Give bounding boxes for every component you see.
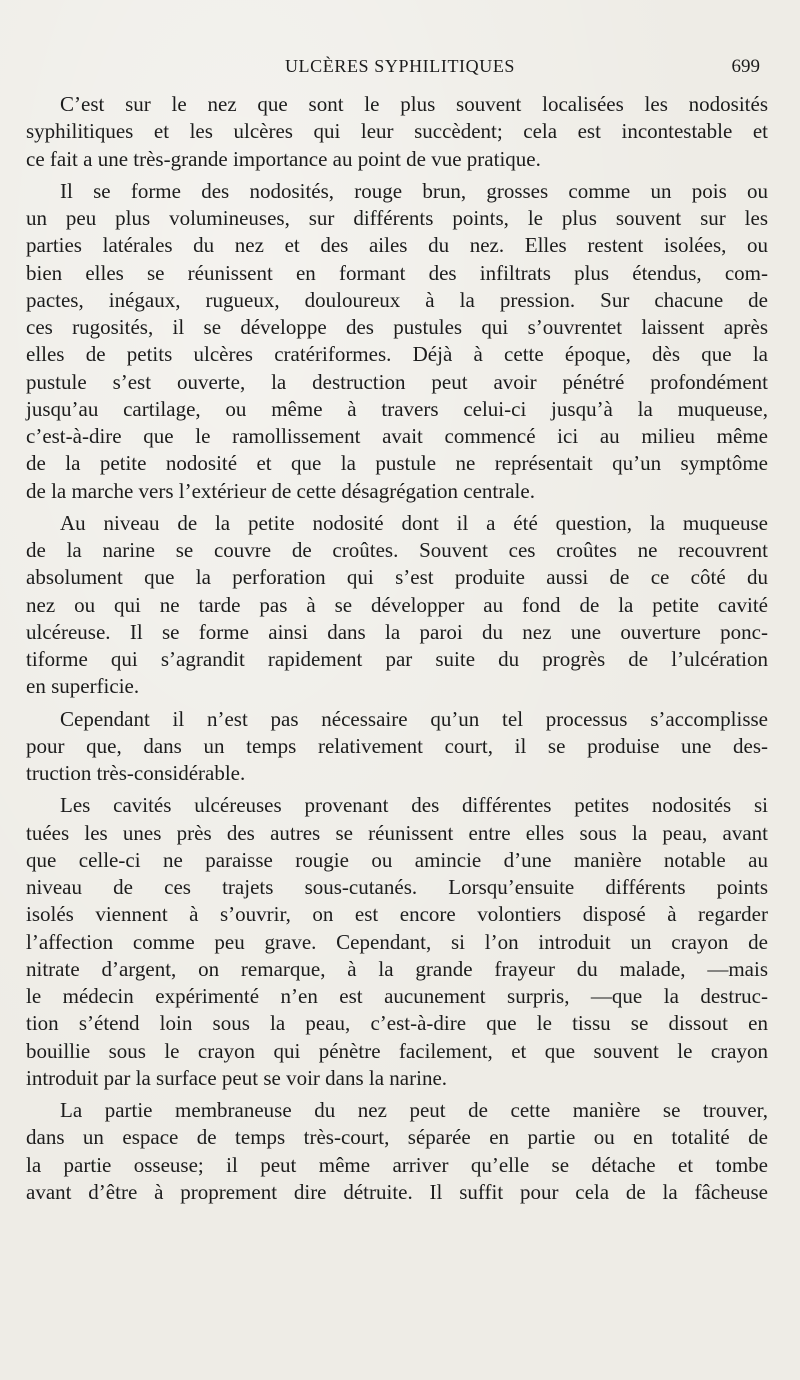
text-line: ulcéreuse. Il se forme ainsi dans la paroi du nez une ouverture ponc- bbox=[26, 619, 768, 644]
text-line: le médecin expérimenté n’en est aucunement surpris, —que la destruc- bbox=[26, 984, 768, 1008]
text-line: dans un espace de temps très-court, séparée en partie ou en totalité de bbox=[26, 1125, 768, 1150]
text-line: que celle-ci ne paraisse rougie ou amincie d’une manière notable au bbox=[26, 847, 768, 872]
text-line: Au niveau de la petite nodosité dont il a été question, la muqueuse bbox=[60, 510, 768, 535]
text-line: Il se forme des nodosités, rouge brun, grosses comme un pois ou bbox=[60, 178, 768, 203]
text-line: truction très-considérable. bbox=[26, 761, 246, 785]
text-line: introduit par la surface peut se voir dans la narine. bbox=[26, 1065, 448, 1090]
paragraph bbox=[26, 510, 768, 701]
text-line: isolés viennent à s’ouvrir, on est encore volontiers disposé à regarder bbox=[26, 902, 768, 927]
text-line: tiforme qui s’agrandit rapidement par suite du progrès de l’ulcération bbox=[26, 647, 768, 671]
running-title: ULCÈRES SYPHILITIQUES bbox=[284, 56, 516, 76]
page-header bbox=[0, 54, 800, 80]
text-line: La partie membraneuse du nez peut de cette manière se trouver, bbox=[60, 1098, 768, 1122]
text-line: bouillie sous le crayon qui pénètre facilement, et que souvent le crayon bbox=[26, 1038, 768, 1063]
text-line: niveau de ces trajets sous-cutanés. Lorsqu’ensuite différents points bbox=[26, 875, 768, 899]
text-line: ce fait a une très-grande importance au point de vue pratique. bbox=[26, 146, 541, 171]
text-line: nitrate d’argent, on remarque, à la grande frayeur du malade, —mais bbox=[26, 956, 768, 981]
text-line: pactes, inégaux, rugueux, douloureux à la pression. Sur chacune de bbox=[26, 287, 768, 312]
body-text bbox=[26, 91, 768, 1211]
paragraph bbox=[26, 706, 768, 788]
text-line: pustule s’est ouverte, la destruction peut avoir pénétré profondément bbox=[26, 369, 768, 394]
text-line: de la marche vers l’extérieur de cette désagrégation centrale. bbox=[26, 478, 535, 503]
text-line: c’est-à-dire que le ramollissement avait commencé ici au milieu même bbox=[26, 424, 768, 448]
text-line: parties latérales du nez et des ailes du nez. Elles restent isolées, ou bbox=[26, 233, 768, 258]
text-line: jusqu’au cartilage, ou même à travers celui-ci jusqu’à la muqueuse, bbox=[26, 396, 768, 421]
text-line: Les cavités ulcéreuses provenant des différentes petites nodosités si bbox=[60, 793, 768, 818]
text-line: ces rugosités, il se développe des pustules qui s’ouvrentet laissent après bbox=[26, 315, 768, 339]
text-line: elles de petits ulcères cratériformes. Déjà à cette époque, dès que la bbox=[26, 342, 768, 367]
text-line: absolument que la perforation qui s’est produite aussi de ce côté du bbox=[26, 565, 768, 590]
text-line: tuées les unes près des autres se réunissent entre elles sous la peau, avant bbox=[26, 820, 768, 845]
text-line: de la narine se couvre de croûtes. Souvent ces croûtes ne recouvrent bbox=[26, 538, 768, 562]
text-line: C’est sur le nez que sont le plus souvent localisées les nodosités bbox=[60, 92, 768, 116]
page-number: 699 bbox=[731, 56, 760, 77]
paragraph bbox=[26, 1097, 768, 1206]
text-line: la partie osseuse; il peut même arriver qu’elle se détache et tombe bbox=[26, 1152, 768, 1177]
text-line: Cependant il n’est pas nécessaire qu’un tel processus s’accomplisse bbox=[60, 706, 768, 731]
text-line: nez ou qui ne tarde pas à se développer au fond de la petite cavité bbox=[26, 592, 768, 617]
text-line: un peu plus volumineuses, sur différents points, le plus souvent sur les bbox=[26, 206, 768, 230]
text-line: l’affection comme peu grave. Cependant, si l’on introduit un crayon de bbox=[26, 929, 768, 954]
text-line: en superficie. bbox=[26, 674, 140, 699]
text-line: syphilitiques et les ulcères qui leur succèdent; cela est incontestable et bbox=[26, 119, 768, 144]
paragraph bbox=[26, 178, 768, 505]
text-line: tion s’étend loin sous la peau, c’est-à-dire que le tissu se dissout en bbox=[26, 1011, 768, 1036]
paragraph bbox=[26, 91, 768, 173]
text-line: bien elles se réunissent en formant des infiltrats plus étendus, com- bbox=[26, 260, 768, 285]
text-line: de la petite nodosité et que la pustule ne représentait qu’un symptôme bbox=[26, 451, 768, 476]
text-line: avant d’être à proprement dire détruite. Il suffit pour cela de la fâcheuse bbox=[26, 1179, 768, 1204]
paragraph bbox=[26, 792, 768, 1092]
text-line: pour que, dans un temps relativement court, il se produise une des- bbox=[26, 733, 768, 758]
